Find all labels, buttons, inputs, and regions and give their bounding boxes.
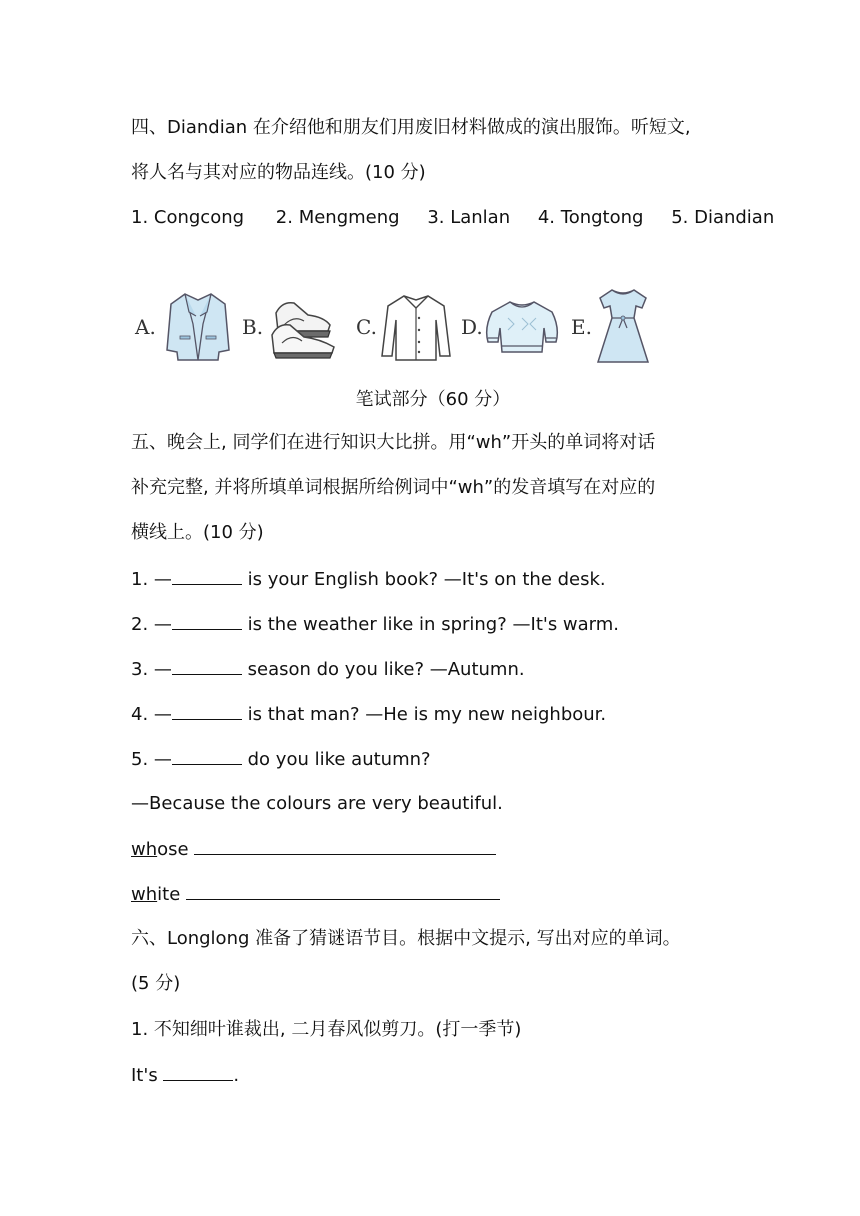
sweater-icon bbox=[484, 298, 560, 358]
section5-instruction-line3: 横线上。(10 分) bbox=[131, 522, 264, 543]
section6-instruction-line2: (5 分) bbox=[131, 973, 181, 994]
shirt-icon bbox=[380, 292, 452, 362]
category-blank-whose[interactable] bbox=[194, 836, 496, 855]
written-part-title: 笔试部分（60 分） bbox=[355, 389, 511, 410]
option-letter-a: A. bbox=[135, 315, 156, 339]
sneakers-icon bbox=[268, 295, 340, 359]
option-letter-e: E. bbox=[571, 315, 592, 339]
example-word-whose: whose bbox=[131, 836, 496, 863]
answer-blank[interactable] bbox=[172, 566, 242, 585]
option-letter-b: B. bbox=[242, 315, 264, 339]
question-5-5: 5. — do you like autumn? bbox=[131, 746, 431, 773]
answer-blank[interactable] bbox=[172, 611, 242, 630]
category-blank-white[interactable] bbox=[186, 881, 500, 900]
name-1: 1. Congcong bbox=[131, 207, 245, 228]
question-6-1-answer: It's . bbox=[131, 1062, 239, 1089]
answer-blank[interactable] bbox=[163, 1062, 233, 1081]
option-letter-c: C. bbox=[356, 315, 377, 339]
jacket-icon bbox=[163, 290, 233, 364]
name-5: 5. Diandian bbox=[671, 207, 775, 228]
name-4: 4. Tongtong bbox=[537, 207, 644, 228]
answer-blank[interactable] bbox=[172, 746, 242, 765]
name-2: 2. Mengmeng bbox=[275, 207, 400, 228]
dress-icon bbox=[594, 286, 652, 366]
section5-instruction-line2: 补充完整, 并将所填单词根据所给例词中“wh”的发音填写在对应的 bbox=[131, 477, 656, 498]
name-list bbox=[131, 205, 796, 231]
option-letter-d: D. bbox=[461, 315, 483, 339]
name-3: 3. Lanlan bbox=[427, 207, 511, 228]
section5-instruction-line1: 五、晚会上, 同学们在进行知识大比拼。用“wh”开头的单词将对话 bbox=[131, 432, 656, 453]
question-5-2: 2. — is the weather like in spring? —It's warm. bbox=[131, 611, 619, 638]
question-5-5-answer: —Because the colours are very beautiful. bbox=[131, 793, 503, 814]
section6-instruction-line1: 六、Longlong 准备了猜谜语节目。根据中文提示, 写出对应的单词。 bbox=[131, 928, 681, 949]
question-5-1: 1. — is your English book? —It's on the desk. bbox=[131, 566, 606, 593]
example-word-white: white bbox=[131, 881, 500, 908]
question-5-4: 4. — is that man? —He is my new neighbour. bbox=[131, 701, 606, 728]
question-6-1: 1. 不知细叶谁裁出, 二月春风似剪刀。(打一季节) bbox=[131, 1019, 522, 1040]
section4-instruction-line1: 四、Diandian 在介绍他和朋友们用废旧材料做成的演出服饰。听短文, bbox=[131, 117, 691, 138]
answer-blank[interactable] bbox=[172, 656, 242, 675]
question-5-3: 3. — season do you like? —Autumn. bbox=[131, 656, 525, 683]
section4-instruction-line2: 将人名与其对应的物品连线。(10 分) bbox=[131, 162, 426, 183]
answer-blank[interactable] bbox=[172, 701, 242, 720]
